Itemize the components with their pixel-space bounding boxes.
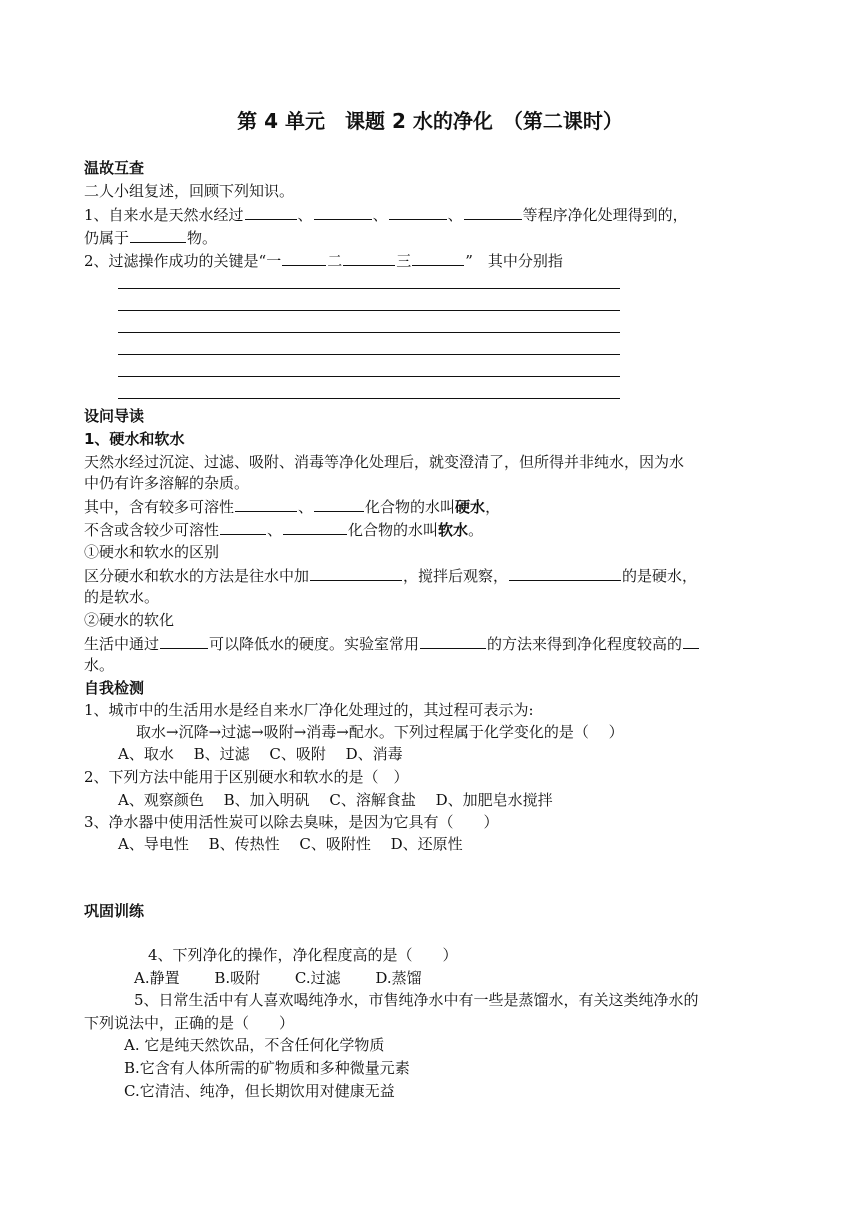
review-q2-text-b: 二	[327, 252, 343, 270]
answer-blank[interactable]	[310, 564, 402, 581]
separator: 、	[298, 498, 314, 516]
punctuation: ，	[485, 498, 501, 516]
answer-blank[interactable]	[220, 518, 266, 535]
answer-blank[interactable]	[509, 564, 621, 581]
softening-line1	[84, 632, 700, 655]
punctuation: 。	[468, 521, 484, 539]
answer-blank[interactable]	[389, 203, 447, 220]
question-2: 2、下列方法中能用于区别硬水和软水的是（ ）	[84, 768, 409, 786]
question-1: 1、城市中的生活用水是经自来水厂净化处理过的，其过程可表示为:	[84, 701, 534, 719]
review-q1-line2	[84, 226, 217, 249]
answer-blank[interactable]	[464, 203, 522, 220]
answer-line[interactable]	[118, 354, 620, 355]
soft-text-b: 化合物的水叫	[348, 521, 439, 539]
answer-line[interactable]	[118, 288, 620, 289]
review-q1-text-b: 等程序净化处理得到的，	[522, 206, 688, 224]
difference-subheading: ①硬水和软水的区别	[84, 543, 220, 561]
hard-text-a: 其中，含有较多可溶性	[84, 498, 235, 516]
question-5-line2: 下列说法中，正确的是（ ）	[84, 1014, 295, 1032]
review-q1-line1	[84, 203, 688, 226]
difference-text-c: 的是硬水，	[622, 567, 698, 585]
self-check-heading: 自我检测	[84, 679, 145, 697]
answer-blank[interactable]	[412, 249, 464, 266]
softening-subheading: ②硬水的软化	[84, 611, 175, 629]
hard-text-b: 化合物的水叫	[365, 498, 456, 516]
question-2-options[interactable]: A、观察颜色 B、加入明矾 C、溶解食盐 D、加肥皂水搅拌	[118, 791, 553, 809]
review-q2-text-d: ” 其中分别指	[465, 252, 563, 270]
difference-line1	[84, 564, 697, 587]
review-q2	[84, 249, 563, 272]
answer-blank[interactable]	[283, 518, 347, 535]
question-1-options[interactable]: A、取水 B、过滤 C、吸附 D、消毒	[118, 745, 403, 763]
guide-paragraph-line1: 天然水经过沉淀、过滤、吸附、消毒等净化处理后，就变澄清了，但所得并非纯水，因为水	[84, 453, 685, 471]
guide-heading: 设问导读	[84, 407, 145, 425]
answer-blank[interactable]	[282, 249, 326, 266]
separator: 、	[267, 521, 283, 539]
soft-text-a: 不含或含较少可溶性	[84, 521, 220, 539]
review-heading: 温故互查	[84, 159, 145, 177]
review-q1-text-d: 物。	[187, 229, 218, 247]
difference-text-b: ，搅拌后观察，	[403, 567, 509, 585]
review-q1-text-a: 1、自来水是天然水经过	[84, 206, 244, 224]
hard-water-term: 硬水	[455, 498, 486, 516]
question-5-option-b[interactable]: B.它含有人体所需的矿物质和多种微量元素	[124, 1059, 410, 1077]
review-intro: 二人小组复述，回顾下列知识。	[84, 182, 295, 200]
separator: 、	[447, 206, 463, 224]
answer-blank[interactable]	[130, 226, 186, 243]
answer-blank[interactable]	[314, 495, 364, 512]
answer-blank[interactable]	[343, 249, 395, 266]
separator: 、	[297, 206, 313, 224]
question-5-line1: 5、日常生活中有人喜欢喝纯净水，市售纯净水中有一些是蒸馏水，有关这类纯净水的	[134, 991, 699, 1009]
page-title: 第 4 单元 课题 2 水的净化 （第二课时）	[237, 109, 623, 133]
softening-text-c: 的方法来得到净化程度较高的	[487, 635, 683, 653]
soft-water-term: 软水	[438, 521, 469, 539]
soft-water-definition	[84, 518, 483, 541]
answer-line[interactable]	[118, 376, 620, 377]
answer-blank[interactable]	[235, 495, 297, 512]
question-5-option-c[interactable]: C.它清洁、纯净，但长期饮用对健康无益	[124, 1082, 395, 1100]
answer-blank[interactable]	[245, 203, 297, 220]
question-1-process: 取水→沉降→过滤→吸附→消毒→配水。下列过程属于化学变化的是（ ）	[136, 723, 624, 741]
answer-line[interactable]	[118, 310, 620, 311]
question-4: 4、下列净化的操作，净化程度高的是（ ）	[148, 946, 458, 964]
question-4-options[interactable]: A.静置 B.吸附 C.过滤 D.蒸馏	[134, 969, 422, 987]
answer-line[interactable]	[118, 398, 620, 399]
review-q1-text-c: 仍属于	[84, 229, 130, 247]
hard-water-definition	[84, 495, 500, 518]
softening-text-b: 可以降低水的硬度。实验室常用	[209, 635, 420, 653]
guide-paragraph-line2: 中仍有许多溶解的杂质。	[84, 474, 250, 492]
answer-blank[interactable]	[420, 632, 486, 649]
difference-line2: 的是软水。	[84, 588, 160, 606]
question-3-options[interactable]: A、导电性 B、传热性 C、吸附性 D、还原性	[118, 835, 463, 853]
review-q2-text-a: 2、过滤操作成功的关键是“一	[84, 252, 282, 270]
hard-soft-subheading: 1、硬水和软水	[84, 430, 185, 448]
answer-blank[interactable]	[683, 632, 699, 649]
practice-heading: 巩固训练	[84, 902, 145, 920]
answer-blank[interactable]	[160, 632, 208, 649]
answer-blank[interactable]	[314, 203, 372, 220]
softening-line2: 水。	[84, 656, 115, 674]
softening-text-a: 生活中通过	[84, 635, 160, 653]
question-3: 3、净水器中使用活性炭可以除去臭味，是因为它具有（ ）	[84, 813, 499, 831]
answer-line[interactable]	[118, 332, 620, 333]
separator: 、	[372, 206, 388, 224]
difference-text-a: 区分硬水和软水的方法是往水中加	[84, 567, 310, 585]
review-q2-text-c: 三	[396, 252, 412, 270]
question-5-option-a[interactable]: A. 它是纯天然饮品，不含任何化学物质	[124, 1036, 385, 1054]
